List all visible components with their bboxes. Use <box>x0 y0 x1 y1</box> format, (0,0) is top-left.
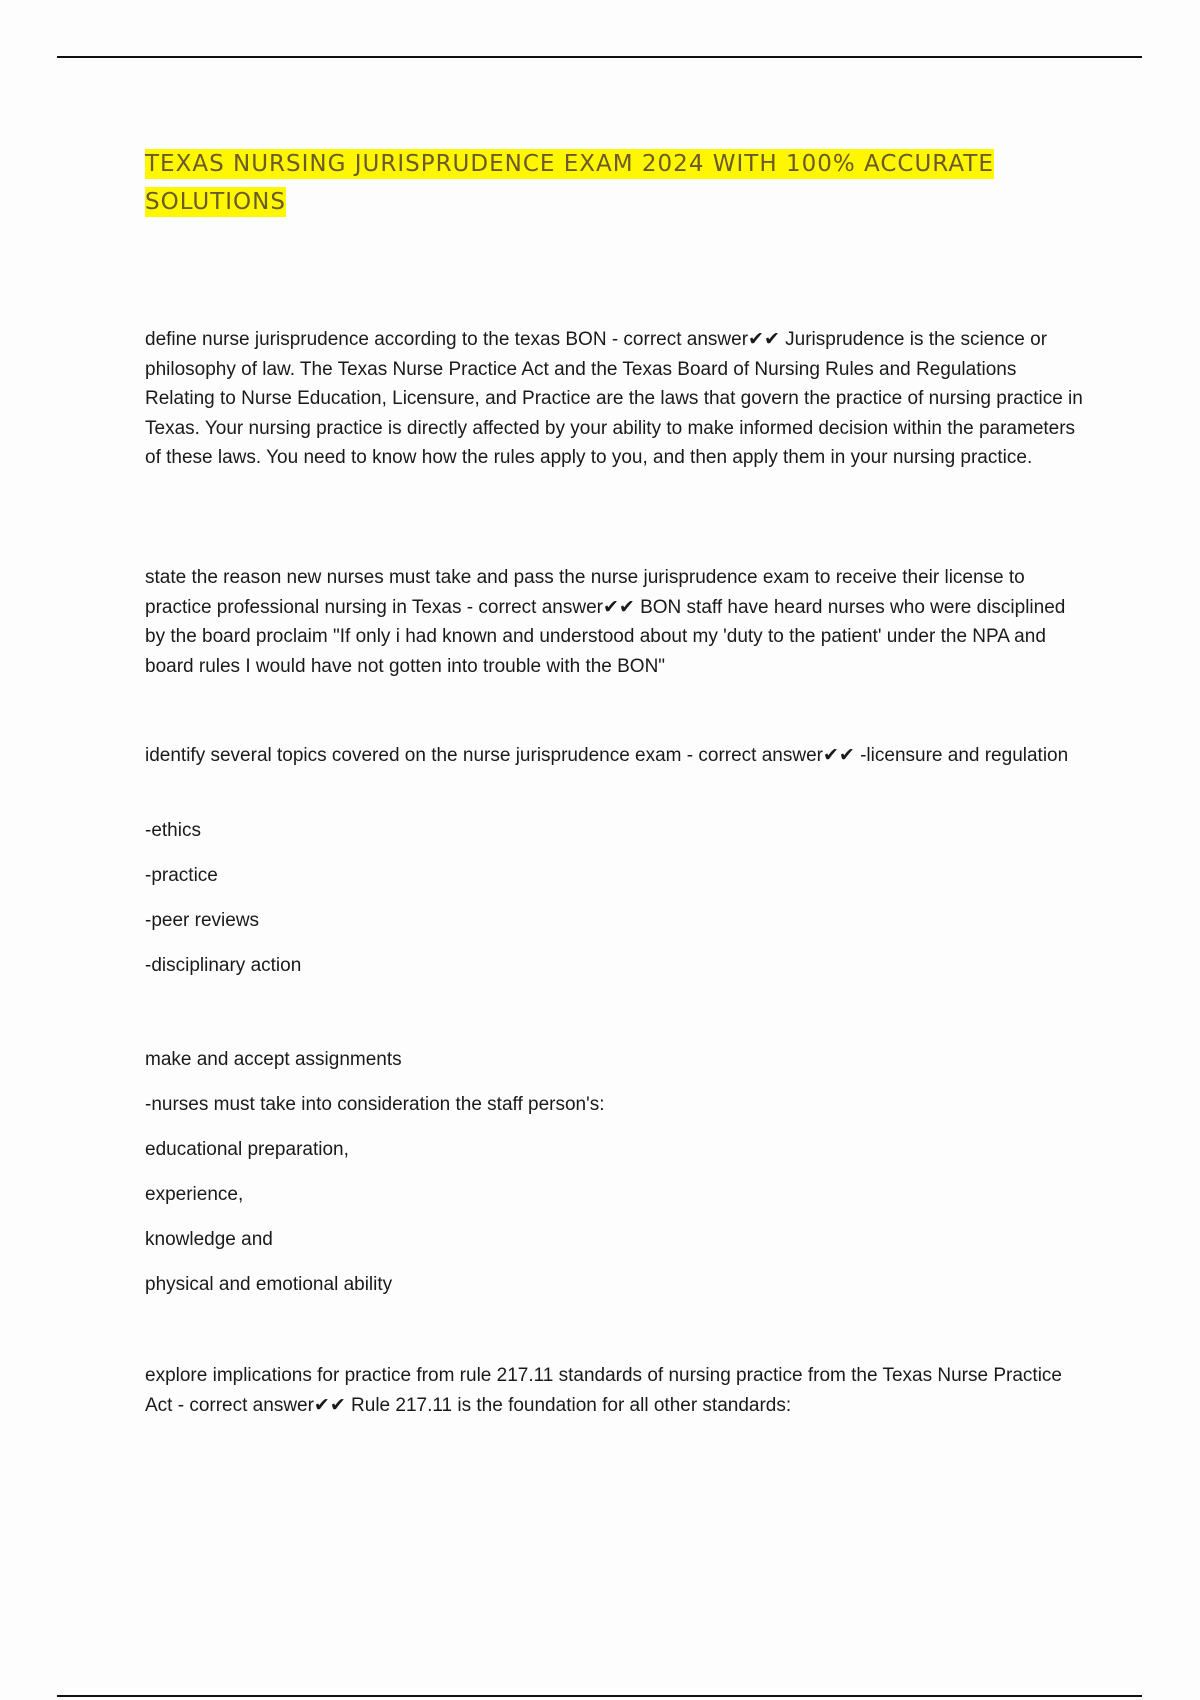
entry-rule-217-11: explore implications for practice from rule 217.11 standards of nursing practice from the Texas Nurse Practice Act - correct answer✔✔ Rule 217.11 is the foundation for all other standards: <box>145 1365 1062 1416</box>
list-item: -practice <box>145 865 218 886</box>
list-item: -ethics <box>145 820 201 841</box>
entry-exam-reason: state the reason new nurses must take and pass the nurse jurisprudence exam to receive their license to practice professional nursing in Texas - correct answer✔✔ BON staff have heard nurses who were disciplined by the board proclaim "If only i had known and understood about my 'duty to the patient' under the NPA and board rules I would have not gotten into trouble with the BON" <box>145 567 1066 677</box>
list-item: educational preparation, <box>145 1139 349 1160</box>
exam-topics-list <box>145 808 301 988</box>
entry-jurisprudence-definition: define nurse jurisprudence according to the texas BON - correct answer✔✔ Jurisprudence is the science or philosophy of law. The Texas Nurse Practice Act and the Texas Board of Nursing Rules and Regulations Relating to Nurse Education, Licensure, and Practice are the laws that govern the practice of nursing practice in Texas. Your nursing practice is directly affected by your ability to make informed decision within the parameters of these laws. You need to know how the rules apply to you, and then apply them in your nursing practice. <box>145 329 1083 468</box>
top-rule <box>57 56 1142 58</box>
document-title: TEXAS NURSING JURISPRUDENCE EXAM 2024 WITH 100% ACCURATE SOLUTIONS <box>145 151 994 215</box>
entry-exam-topics: identify several topics covered on the nurse jurisprudence exam - correct answer✔✔ -licensure and regulation <box>145 745 1069 766</box>
list-item: -nurses must take into consideration the staff person's: <box>145 1094 605 1115</box>
list-item: make and accept assignments <box>145 1049 402 1070</box>
list-item: -disciplinary action <box>145 955 302 976</box>
list-item: physical and emotional ability <box>145 1274 393 1295</box>
assignments-list <box>145 1037 605 1307</box>
list-item: -peer reviews <box>145 910 260 931</box>
bottom-rule <box>57 1695 1142 1697</box>
list-item: experience, <box>145 1184 244 1205</box>
list-item: knowledge and <box>145 1229 273 1250</box>
